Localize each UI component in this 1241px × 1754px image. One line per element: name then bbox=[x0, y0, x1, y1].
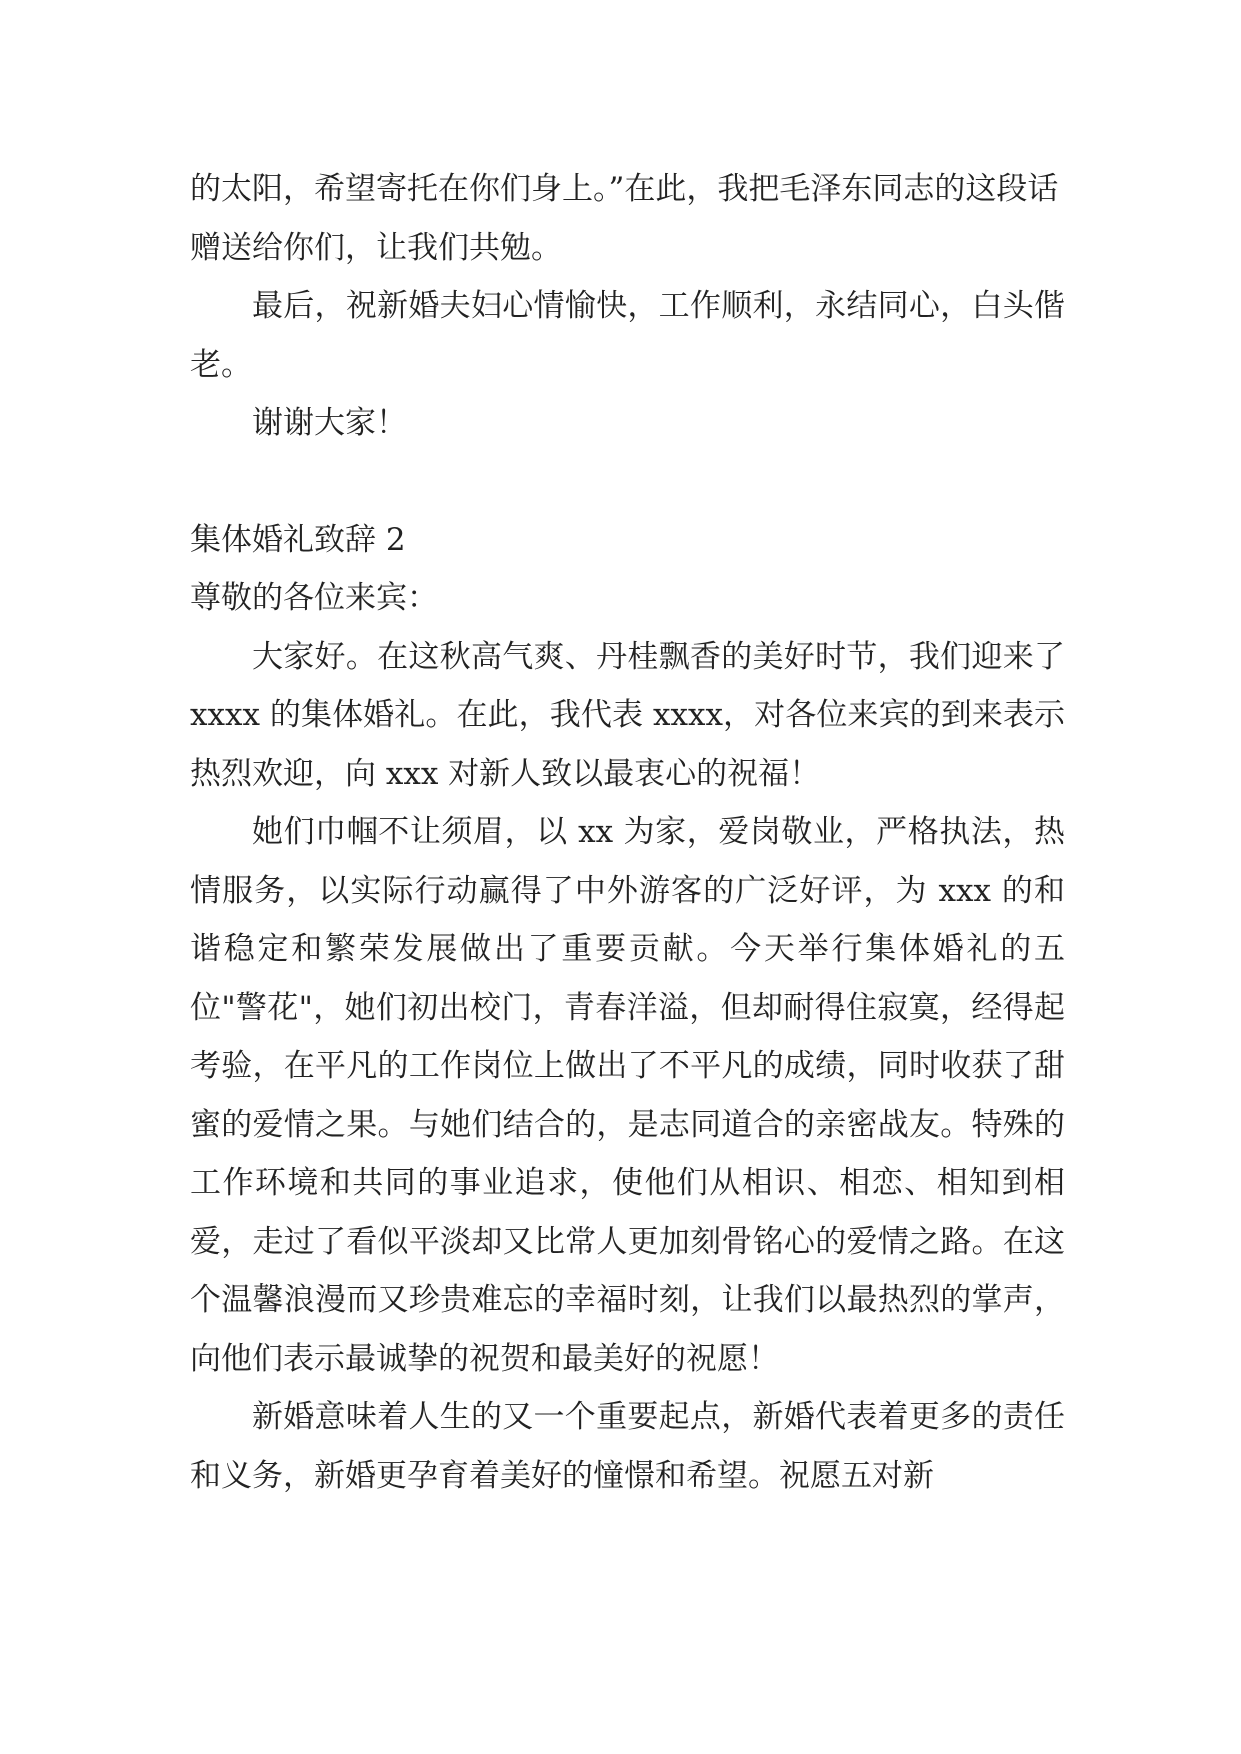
continued-paragraph: 的太阳，希望寄托在你们身上。”在此，我把毛泽东同志的这段话赠送给你们，让我们共勉。 bbox=[190, 171, 1059, 266]
paragraph-couples-description: 她们巾帼不让须眉，以 xx 为家，爱岗敬业，严格执法，热情服务，以实际行动赢得了中外游客的广泛好评，为 xxx 的和谐稳定和繁荣发展做出了重要贡献。今天举行集体婚礼的五位"警花"，她们初出校门，青春洋溢，但却耐得住寂寞，经得起考验，在平凡的工作岗位上做出了不平凡的成绩，同时收获了甜蜜的爱情之果。与她们结合的，是志同道合的亲密战友。特殊的工作环境和共同的事业追求，使他们从相识、相恋、相知到相爱，走过了看似平淡却又比常人更加刻骨铭心的爱情之路。在这个温馨浪漫而又珍贵难忘的幸福时刻，让我们以最热烈的掌声，向他们表示最诚挚的祝贺和最美好的祝愿！ bbox=[190, 814, 1065, 1377]
section-title: 集体婚礼致辞 2 bbox=[190, 521, 406, 558]
salutation: 尊敬的各位来宾： bbox=[190, 580, 438, 616]
closing-paragraph: 最后，祝新婚夫妇心情愉快，工作顺利，永结同心，白头偕老。 bbox=[190, 288, 1065, 383]
paragraph-welcome: 大家好。在这秋高气爽、丹桂飘香的美好时节，我们迎来了 xxxx 的集体婚礼。在此，我代表 xxxx，对各位来宾的到来表示热烈欢迎，向 xxx 对新人致以最衷心的祝福！ bbox=[190, 638, 1075, 792]
section-gap bbox=[190, 453, 1065, 511]
paragraph-new-beginning: 新婚意味着人生的又一个重要起点，新婚代表着更多的责任和义务，新婚更孕育着美好的憧憬和希望。祝愿五对新 bbox=[190, 1399, 1065, 1494]
document-body bbox=[190, 160, 1075, 1505]
thanks-line: 谢谢大家！ bbox=[252, 405, 407, 441]
